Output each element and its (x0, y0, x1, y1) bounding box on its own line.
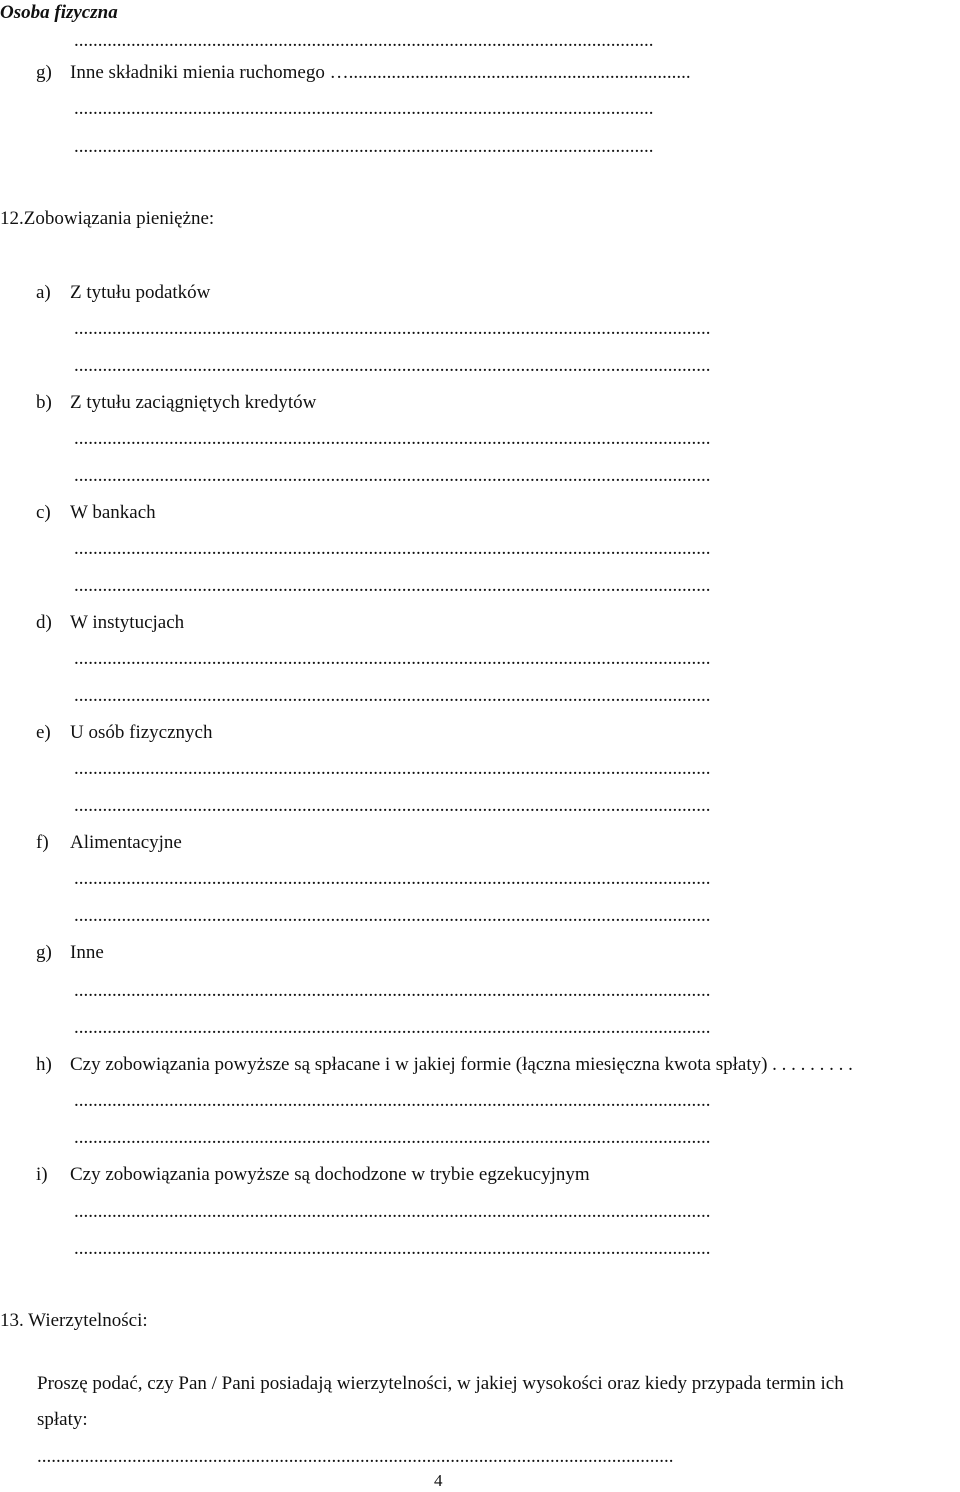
item-label: Czy zobowiązania powyższe są spłacane i w jakiej formie (łączna miesięczna kwota spłaty) . . . . . . . . . (70, 1054, 853, 1075)
fill-line: ...................................................................................................................................... (74, 758, 711, 779)
item-g (36, 942, 104, 964)
item-marker: g) (36, 942, 52, 963)
section-12-heading: 12.Zobowiązania pieniężne: (0, 208, 215, 229)
page-number: 4 (434, 1471, 443, 1490)
item-marker: f) (36, 832, 49, 853)
fill-line: ...................................................................................................................................... (74, 355, 711, 376)
fill-line: ...................................................................................................................................... (74, 795, 711, 816)
fill-line: ...................................................................................................................................... (74, 1201, 711, 1222)
item-i (36, 1164, 590, 1186)
fill-line: ...................................................................................................................................... (74, 428, 711, 449)
section-13-text-line1: Proszę podać, czy Pan / Pani posiadają wierzytelności, w jakiej wysokości oraz kiedy przypada termin ich (37, 1373, 844, 1394)
item-a (36, 282, 210, 304)
item-marker: a) (36, 282, 51, 303)
fill-line: ...................................................................................................................................... (74, 980, 711, 1001)
item-label: Czy zobowiązania powyższe są dochodzone w trybie egzekucyjnym (70, 1164, 590, 1185)
item-marker: h) (36, 1054, 52, 1075)
section-13-text-line2: spłaty: (37, 1409, 88, 1430)
fill-line: ...................................................................................................................................... (74, 318, 711, 339)
fill-line: ...................................................................................................................................... (74, 465, 711, 486)
page-title: Osoba fizyczna (0, 2, 118, 23)
fill-line: ...................................................................................................................................... (74, 575, 711, 596)
item-label: Inne składniki mienia ruchomego …........................................................................ (70, 62, 691, 83)
fill-line: ...................................................................................................................................... (74, 648, 711, 669)
item-label: W bankach (70, 502, 156, 523)
fill-line: ...................................................................................................................................... (74, 1238, 711, 1259)
item-h (36, 1054, 954, 1076)
item-marker: i) (36, 1164, 48, 1185)
item-label: Z tytułu podatków (70, 282, 211, 303)
item-marker: g) (36, 62, 52, 83)
item-d (36, 612, 184, 634)
item-label: Inne (70, 942, 104, 963)
fill-line: ...................................................................................................................................... (74, 1017, 711, 1038)
fill-line: ...................................................................................................................................... (74, 905, 711, 926)
item-label: Z tytułu zaciągniętych kredytów (70, 392, 317, 413)
item-marker: e) (36, 722, 51, 743)
item-b (36, 392, 316, 414)
fill-line: ...................................................................................................................................... (37, 1446, 674, 1467)
fill-line: ...................................................................................................................................... (74, 538, 711, 559)
fill-line: ...................................................................................................................................... (74, 868, 711, 889)
item-marker: b) (36, 392, 52, 413)
fill-line: .......................................................................................................................... (74, 136, 654, 157)
item-label: Alimentacyjne (70, 832, 182, 853)
fill-line: ...................................................................................................................................... (74, 685, 711, 706)
fill-line: ...................................................................................................................................... (74, 1090, 711, 1111)
item-label: U osób fizycznych (70, 722, 213, 743)
fill-line: ...................................................................................................................................... (74, 1127, 711, 1148)
section-13-heading: 13. Wierzytelności: (0, 1310, 148, 1331)
item-label: W instytucjach (70, 612, 185, 633)
item-marker: d) (36, 612, 52, 633)
item-e (36, 722, 212, 744)
fill-line: .......................................................................................................................... (74, 98, 654, 119)
item-c (36, 502, 156, 524)
fill-line: .......................................................................................................................... (74, 30, 654, 51)
item-f (36, 832, 182, 854)
item-marker: c) (36, 502, 51, 523)
movable-assets-row (36, 62, 954, 84)
